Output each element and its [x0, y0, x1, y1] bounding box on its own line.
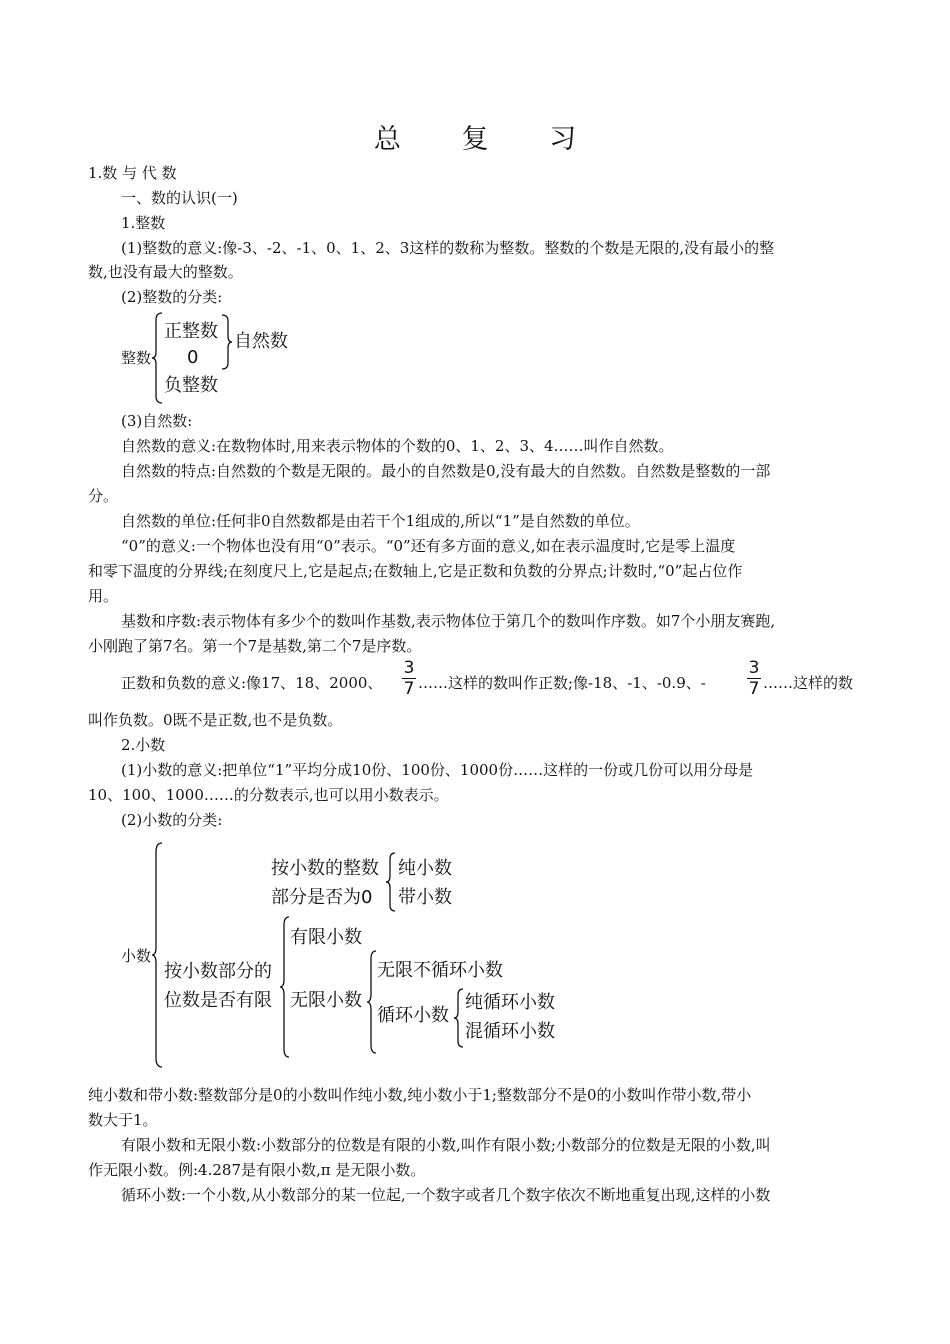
decimal-repeating-brace [454, 988, 464, 1048]
decimal-tree-by-integer-line1: 按小数的整数 [271, 858, 379, 879]
decimals-meaning-line1: (1)小数的意义:把单位“1”平均分成10份、100份、1000份……这样的一份或几份可以用分母是 [121, 761, 754, 779]
decimal-tree-pure: 纯小数 [398, 858, 452, 879]
decimal-tree-infinite: 无限小数 [290, 990, 362, 1011]
fraction-negative-numerator: 3 [748, 658, 760, 678]
fraction-positive-numerator: 3 [403, 658, 415, 678]
natural-heading: (3)自然数: [121, 412, 193, 430]
decimals-meaning-line2: 10、100、1000……的分数表示,也可以用小数表示。 [88, 786, 449, 804]
integers-meaning-line2: 数,也没有最大的整数。 [88, 263, 243, 281]
subsection-heading: 一、数的认识(一) [121, 189, 238, 207]
cardinal-ordinal-line1: 基数和序数:表示物体有多少个的数叫作基数,表示物体位于第几个的数叫作序数。如7个小朋友赛跑, [121, 612, 776, 630]
posneg-line2: 叫作负数。0既不是正数,也不是负数。 [88, 711, 343, 729]
zero-meaning-line1: “0”的意义:一个物体也没有用“0”表示。“0”还有多方面的意义,如在表示温度时,它是零上温度 [121, 537, 736, 555]
decimal-tree-repeating: 循环小数 [377, 1005, 449, 1026]
cardinal-ordinal-line2: 小刚跑了第7名。第一个7是基数,第二个7是序数。 [88, 637, 422, 655]
section-heading: 1.数 与 代 数 [88, 164, 177, 182]
decimal-integer-brace [386, 852, 396, 912]
natural-feature-line1: 自然数的特点:自然数的个数是无限的。最小的自然数是0,没有最大的自然数。自然数是整数的一部 [121, 462, 771, 480]
pure-mixed-line2: 数大于1。 [88, 1111, 158, 1129]
finite-infinite-line2: 作无限小数。例:4.287是有限小数,π 是无限小数。 [88, 1161, 426, 1179]
decimal-tree-finite: 有限小数 [290, 927, 362, 948]
repeating-decimal-line1: 循环小数:一个小数,从小数部分的某一位起,一个数字或者几个数字依次不断地重复出现,这样的小数 [121, 1186, 771, 1204]
decimal-tree-pure-repeating: 纯循环小数 [465, 992, 555, 1013]
posneg-text-part3: ……这样的数 [763, 674, 854, 692]
fraction-negative [747, 659, 761, 698]
integer-left-brace [152, 312, 164, 404]
decimals-classification-heading: (2)小数的分类: [121, 811, 223, 829]
fraction-negative-denominator: 7 [748, 679, 760, 699]
posneg-text-part2: ……这样的数叫作正数;像-18、-1、-0.9、- [418, 674, 706, 692]
natural-unit: 自然数的单位:任何非0自然数都是由若干个1组成的,所以“1”是自然数的单位。 [121, 512, 640, 530]
decimal-tree-mixed-repeating: 混循环小数 [465, 1021, 555, 1042]
decimal-tree-by-integer-line2: 部分是否为0 [271, 887, 373, 908]
integer-tree-natural-group: 自然数 [234, 331, 288, 352]
natural-meaning: 自然数的意义:在数物体时,用来表示物体的个数的0、1、2、3、4……叫作自然数。 [121, 437, 674, 455]
integers-classification-heading: (2)整数的分类: [121, 288, 223, 306]
natural-feature-line2: 分。 [88, 487, 119, 505]
decimal-tree-root: 小数 [121, 947, 152, 965]
integer-tree-negative: 负整数 [164, 375, 218, 396]
decimal-tree-nonrepeating: 无限不循环小数 [377, 960, 503, 981]
integer-tree-zero: 0 [187, 347, 199, 368]
finite-infinite-line1: 有限小数和无限小数:小数部分的位数是有限的小数,叫作有限小数;小数部分的位数是无限的小数,叫 [121, 1136, 771, 1154]
decimal-digits-brace [280, 916, 290, 1058]
zero-meaning-line2: 和零下温度的分界线;在刻度尺上,它是起点;在数轴上,它是正数和负数的分界点;计数时,“0”起占位作 [88, 562, 743, 580]
fraction-positive [402, 659, 416, 698]
decimals-heading: 2.小数 [121, 736, 166, 754]
integer-right-brace [222, 314, 234, 370]
decimal-tree-mixed: 带小数 [398, 887, 452, 908]
integer-tree-root: 整数 [121, 349, 152, 367]
integers-meaning-line1: (1)整数的意义:像-3、-2、-1、0、1、2、3这样的数称为整数。整数的个数是无限的,没有最小的整 [121, 239, 775, 257]
decimal-tree-by-digits-line1: 按小数部分的 [164, 961, 272, 982]
zero-meaning-line3: 用。 [88, 587, 119, 605]
integer-tree-positive: 正整数 [164, 321, 218, 342]
pure-mixed-line1: 纯小数和带小数:整数部分是0的小数叫作纯小数,纯小数小于1;整数部分不是0的小数叫作带小数,带小 [88, 1086, 752, 1104]
decimal-tree-by-digits-line2: 位数是否有限 [164, 990, 272, 1011]
fraction-positive-denominator: 7 [403, 679, 415, 699]
decimal-infinite-brace [367, 950, 377, 1054]
integers-heading: 1.整数 [121, 214, 166, 232]
posneg-text-part1: 正数和负数的意义:像17、18、2000、 [121, 674, 383, 692]
page-title: 总 复 习 [373, 124, 603, 155]
decimal-root-brace [152, 842, 164, 1068]
